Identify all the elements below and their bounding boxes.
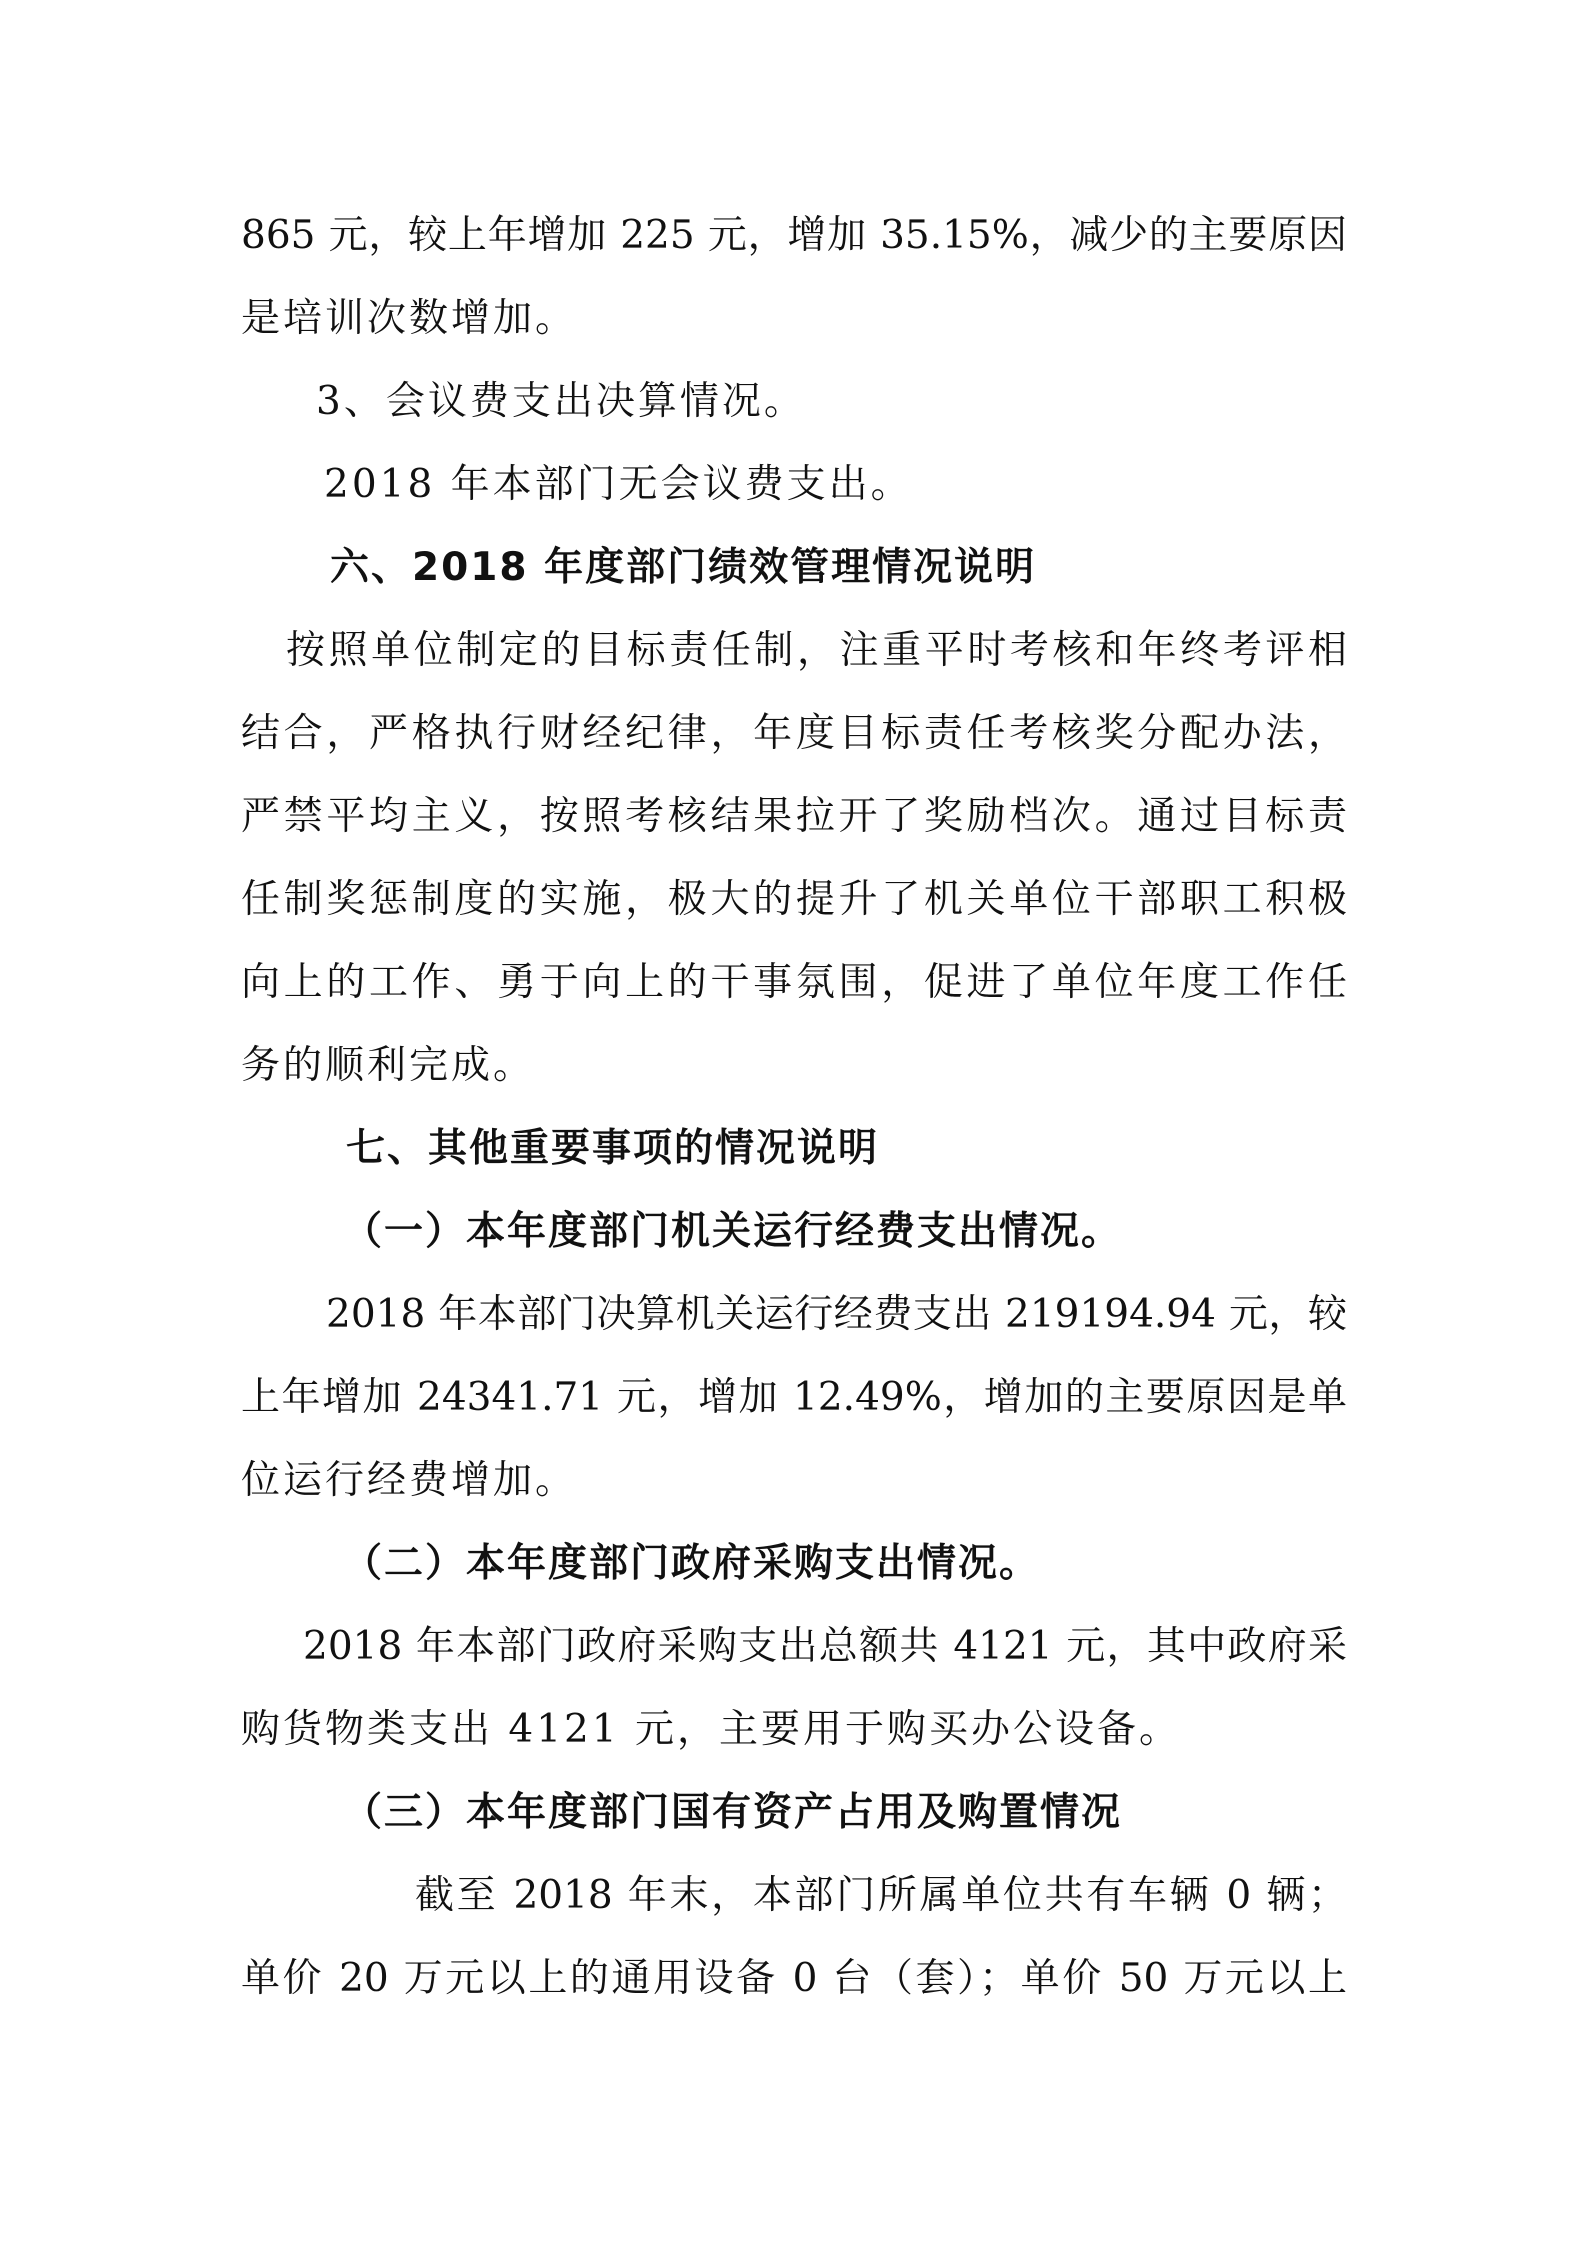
body-text-line: 严禁平均主义，按照考核结果拉开了奖励档次。通过目标责 (241, 794, 1347, 839)
paragraph-first-line: 2018 年本部门政府采购支出总额共 4121 元，其中政府采 (303, 1624, 1347, 1669)
subsection-heading: （一）本年度部门机关运行经费支出情况。 (343, 1209, 1123, 1254)
list-item-text: 3、会议费支出决算情况。 (316, 379, 806, 424)
body-text-line: 任制奖惩制度的实施，极大的提升了机关单位干部职工积极 (241, 877, 1347, 922)
body-text-line: 865 元，较上年增加 225 元，增加 35.15%，减少的主要原因 (241, 213, 1347, 258)
body-text-line: 2018 年本部门无会议费支出。 (324, 462, 913, 507)
paragraph-first-line: 按照单位制定的目标责任制，注重平时考核和年终考评相 (286, 628, 1347, 673)
body-text-line: 向上的工作、勇于向上的干事氛围，促进了单位年度工作任 (241, 960, 1347, 1005)
body-text-line: 结合，严格执行财经纪律，年度目标责任考核奖分配办法， (241, 711, 1347, 756)
body-text-line: 购货物类支出 4121 元，主要用于购买办公设备。 (241, 1707, 1182, 1752)
paragraph-first-line: 2018 年本部门决算机关运行经费支出 219194.94 元，较 (326, 1292, 1347, 1337)
body-text-line: 上年增加 24341.71 元，增加 12.49%，增加的主要原因是单 (241, 1375, 1347, 1420)
body-text-line: 位运行经费增加。 (241, 1458, 578, 1503)
body-text-line: 是培训次数增加。 (241, 296, 578, 341)
section-heading: 六、2018 年度部门绩效管理情况说明 (330, 545, 1037, 590)
body-text-line: 单价 20 万元以上的通用设备 0 台（套）；单价 50 万元以上 (241, 1956, 1347, 2001)
section-heading: 七、其他重要事项的情况说明 (346, 1126, 880, 1171)
subsection-heading: （三）本年度部门国有资产占用及购置情况 (343, 1790, 1123, 1835)
body-text-line: 务的顺利完成。 (241, 1043, 536, 1088)
subsection-heading: （二）本年度部门政府采购支出情况。 (343, 1541, 1041, 1586)
paragraph-first-line: 截至 2018 年末，本部门所属单位共有车辆 0 辆； (415, 1873, 1347, 1918)
